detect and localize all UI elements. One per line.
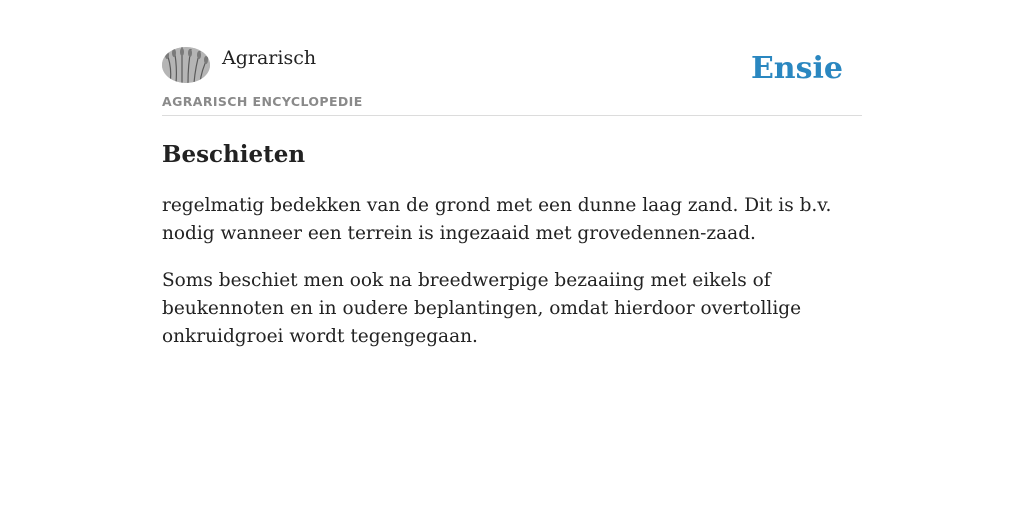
article-title: Beschieten: [162, 141, 306, 168]
source-subtitle: AGRARISCH ENCYCLOPEDIE: [162, 94, 363, 109]
article-paragraph: Soms beschiet men ook na breedwerpige bezaaiing met eikels of beukennoten en in oudere beplantingen, omdat hierdoor overtollige onkruidgroei wordt tegengegaan.: [162, 270, 802, 347]
wheat-icon[interactable]: [162, 47, 210, 83]
article-paragraph: regelmatig bedekken van de grond met een dunne laag zand. Dit is b.v. nodig wanneer een terrein is ingezaaid met grovedennen-zaad.: [162, 195, 832, 244]
page-container: [162, 0, 862, 512]
brand-logo[interactable]: Ensie: [750, 51, 843, 86]
header: [162, 47, 862, 116]
article-body: [162, 192, 862, 370]
source-name[interactable]: Agrarisch: [222, 47, 317, 69]
